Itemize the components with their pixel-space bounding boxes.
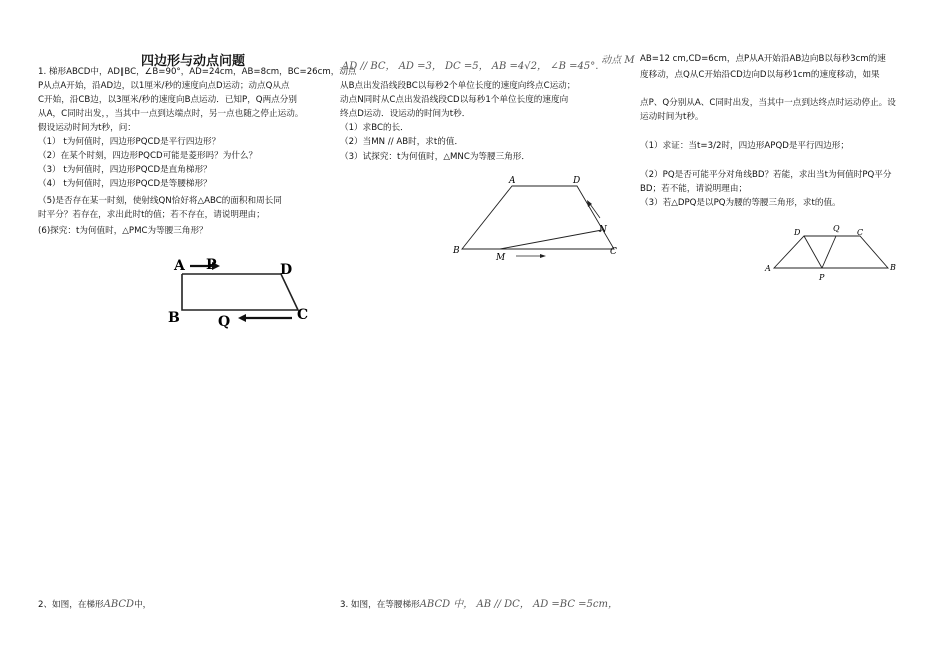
vertex-label-a: A: [174, 258, 185, 274]
text-line: 从B点出发沿线段BC以每秒2个单位长度的速度向终点C运动；: [340, 81, 576, 91]
vertex-label-a: A: [765, 264, 771, 273]
text-line: （5)是否存在某一时刻，使射线QN恰好将△ABC的面积和周长同: [38, 196, 282, 206]
text-line: （1）求BC的长．: [340, 123, 409, 133]
text-line: 度移动，点Q从C开始沿CD边向D以每秒1cm的速度移动，如果: [640, 70, 880, 80]
text-line: （1） t为何值时，四边形PQCD是平行四边形？: [38, 137, 221, 147]
vertex-label-d: D: [280, 262, 293, 278]
text-line: （2）当MN // AB时，求t的值．: [340, 137, 464, 147]
given-conditions: AD // BC， AD =3， DC =5， AB =4√2， ∠B =45°. 动点 M: [342, 55, 635, 72]
text-line: （2）在某个时刻，四边形PQCD可能是菱形吗？为什么？: [38, 151, 258, 161]
trapezoid-figure-3: [764, 220, 904, 285]
vertex-label-p: P: [206, 257, 217, 273]
vertex-label-a: A: [509, 176, 516, 186]
text-line: （4） t为何值时，四边形PQCD是等腰梯形？: [38, 179, 212, 189]
text-line: 1. 梯形ABCD中，AD∥BC，∠B=90°，AD=24cm，AB=8cm，BC=26cm，动点: [38, 67, 357, 77]
text-line: （3）试探究：t为何值时，△MNC为等腰三角形．: [340, 152, 530, 162]
text-line: 假设运动时间为t秒，问：: [38, 123, 136, 133]
text-line: （1）求证：当t=3/2时，四边形APQD是平行四边形；: [640, 141, 849, 151]
vertex-label-q: Q: [833, 224, 840, 233]
text-line: BD；若不能，请说明理由；: [640, 184, 748, 194]
text-line: 点P、Q分别从A、C同时出发，当其中一点到达终点时运动停止。设: [640, 98, 896, 108]
text-line: P从点A开始，沿AD边，以1厘米/秒的速度向点D运动；动点Q从点: [38, 81, 290, 91]
vertex-label-b: B: [890, 263, 896, 272]
vertex-label-m: M: [496, 253, 506, 263]
text-line: 动点N同时从C点出发沿线段CD以每秒1个单位长度的速度向: [340, 95, 569, 105]
vertex-label-q: Q: [218, 314, 231, 330]
text-line: C开始，沿CB边，以3厘米/秒的速度向B点运动．已知P，Q两点分别: [38, 95, 297, 105]
text-line: （3） t为何值时，四边形PQCD是直角梯形？: [38, 165, 212, 175]
text-line: （3）若△DPQ是以PQ为腰的等腰三角形，求t的值。: [640, 198, 841, 208]
text-line: 终点D运动．设运动的时间为t秒．: [340, 109, 471, 119]
vertex-label-p: P: [819, 273, 825, 282]
trapezoid-figure-1: [166, 252, 356, 332]
text-line: AB=12 cm,CD=6cm，点P从A开始沿AB边向B以每秒3cm的速: [640, 54, 886, 64]
vertex-label-n: N: [599, 225, 607, 235]
text-line: (6)探究：t为何值时，△PMC为等腰三角形？: [38, 226, 208, 236]
vertex-label-c: C: [610, 247, 617, 257]
text-line: （2）PQ是否可能平分对角线BD？若能，求出当t为何值时PQ平分: [640, 170, 892, 180]
vertex-label-d: D: [794, 228, 801, 237]
trapezoid-figure-2: [452, 176, 622, 266]
text-line: 运动时间为t秒。: [640, 112, 704, 122]
vertex-label-b: B: [453, 246, 460, 256]
text-line: 从A，C同时出发，，当其中一点到达端点时，另一点也随之停止运动。: [38, 109, 304, 119]
vertex-label-c: C: [297, 307, 309, 323]
page-title: 四边形与动点问题: [140, 54, 245, 69]
text-line: 时平分？若存在，求出此时t的值；若不存在，请说明理由；: [38, 210, 265, 220]
vertex-label-c: C: [857, 228, 864, 237]
vertex-label-d: D: [573, 176, 581, 186]
problem-3-heading: 3. 如图，在等腰梯形ABCD 中， AB // DC， AD =BC =5cm，: [340, 599, 618, 610]
problem-2-heading: 2、如图，在梯形ABCD中，: [38, 599, 152, 610]
vertex-label-b: B: [168, 310, 180, 326]
